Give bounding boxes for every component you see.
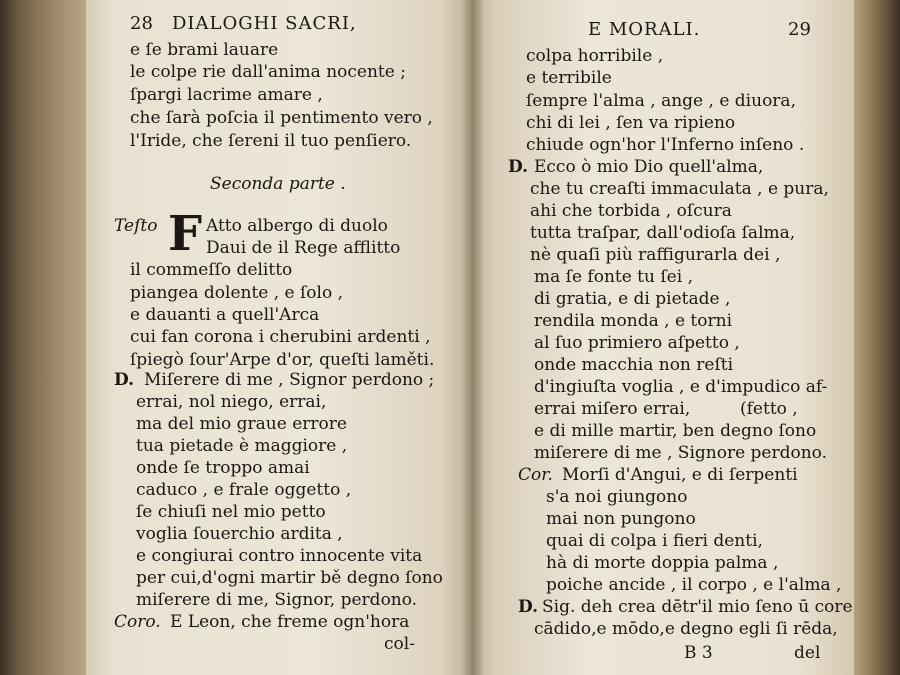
- book-gutter: [462, 0, 484, 675]
- text-line: colpa horribile ,: [526, 46, 664, 66]
- text-line: ſe chiuſi nel mio petto: [136, 502, 326, 522]
- text-line: caduco , e frale oggetto ,: [136, 480, 352, 500]
- text-line: Miſerere di me , Signor perdono ;: [144, 370, 435, 390]
- text-line: poiche ancide , il corpo , e l'alma ,: [546, 575, 842, 595]
- text-line: tua pietade è maggiore ,: [136, 436, 348, 456]
- text-line: ahi che torbida , oſcura: [530, 201, 732, 221]
- text-line: di gratia, e di pietade ,: [534, 289, 731, 309]
- text-line: E Leon, che freme ogn'hora: [170, 612, 410, 632]
- signature-mark: B 3: [684, 643, 713, 663]
- text-line: onde macchia non reſti: [534, 355, 734, 375]
- text-line: Atto albergo di duolo: [206, 216, 388, 236]
- right-page-edges: [854, 0, 900, 675]
- text-line: Morſi d'Angui, e di ſerpenti: [562, 465, 798, 485]
- speaker-label-d: D.: [114, 370, 135, 390]
- text-line: errai miſero errai,: [534, 399, 691, 419]
- page-number: 28: [130, 13, 153, 34]
- text-line: quai di colpa i fieri denti,: [546, 531, 763, 551]
- speaker-label-cor: Cor.: [518, 465, 553, 485]
- text-line: rendila monda , e torni: [534, 311, 733, 331]
- catchword: col-: [384, 634, 415, 654]
- text-line: cui fan corona i cherubini ardenti ,: [130, 327, 431, 347]
- text-line: l'Iride, che ſereni il tuo penſiero.: [130, 131, 412, 151]
- text-line: miſerere di me, Signor, perdono.: [136, 590, 418, 610]
- section-title: Seconda parte .: [210, 174, 346, 194]
- speaker-label-d: D.: [518, 597, 539, 617]
- text-line: per cui,d'ogni martir bě degno ſono: [136, 568, 443, 588]
- text-line: al ſuo primiero aſpetto ,: [534, 333, 740, 353]
- running-head: E MORALI.: [588, 19, 701, 40]
- text-line: errai, nol niego, errai,: [136, 392, 327, 412]
- text-line: cādido,e mōdo,e degno egli ſi rēda,: [534, 619, 838, 639]
- text-line: Sig. deh crea dētr'il mio ſeno ū core: [542, 597, 853, 617]
- text-line: nè quaſi più raffigurarla dei ,: [530, 245, 781, 265]
- text-line: hà di morte doppia palma ,: [546, 553, 779, 573]
- text-line: chi di lei , ſen va ripieno: [526, 113, 736, 133]
- text-line: (fetto ,: [740, 399, 798, 419]
- text-line: che ſarà poſcia il pentimento vero ,: [130, 108, 433, 128]
- text-line: voglia ſouerchio ardita ,: [136, 524, 343, 544]
- text-line: d'ingiuſta voglia , e d'impudico af-: [534, 377, 828, 397]
- text-line: miſerere di me , Signore perdono.: [534, 443, 828, 463]
- text-line: e terribile: [526, 68, 612, 88]
- text-line: Ecco ò mio Dio quell'alma,: [534, 157, 764, 177]
- left-page: [86, 0, 472, 675]
- text-line: ma del mio graue errore: [136, 414, 347, 434]
- text-line: e di mille martir, ben degno ſono: [534, 421, 817, 441]
- text-line: mai non pungono: [546, 509, 696, 529]
- text-line: tutta traſpar, dall'odioſa ſalma,: [530, 223, 796, 243]
- right-page: [472, 0, 854, 675]
- text-line: ſempre l'alma , ange , e diuora,: [526, 91, 796, 111]
- text-line: ma ſe fonte tu ſei ,: [534, 267, 693, 287]
- drop-cap: F: [168, 206, 203, 262]
- text-line: e congiurai contro innocente vita: [136, 546, 423, 566]
- text-line: ſpargi lacrime amare ,: [130, 85, 323, 105]
- text-line: chiude ogn'hor l'Inferno inſeno .: [526, 135, 805, 155]
- speaker-label-d: D.: [508, 157, 529, 177]
- text-line: e dauanti a quell'Arca: [130, 305, 320, 325]
- text-line: s'a noi giungono: [546, 487, 688, 507]
- page-number: 29: [788, 19, 811, 40]
- text-line: le colpe rie dall'anima nocente ;: [130, 62, 406, 82]
- text-line: il commeſſo delitto: [130, 260, 293, 280]
- text-line: che tu creaſti immaculata , e pura,: [530, 179, 829, 199]
- left-page-edges: [0, 0, 86, 675]
- text-line: Daui de il Rege afflitto: [206, 238, 401, 258]
- text-line: ſpiegò ſour'Arpe d'or, queſti laměti.: [130, 350, 435, 370]
- text-line: piangea dolente , e ſolo ,: [130, 283, 344, 303]
- catchword: del: [794, 643, 821, 663]
- text-line: onde ſe troppo amai: [136, 458, 310, 478]
- speaker-label-testo: Teſto: [114, 216, 158, 236]
- running-head: DIALOGHI SACRI,: [172, 13, 357, 34]
- speaker-label-coro: Coro.: [114, 612, 161, 632]
- text-line: e ſe brami lauare: [130, 40, 279, 60]
